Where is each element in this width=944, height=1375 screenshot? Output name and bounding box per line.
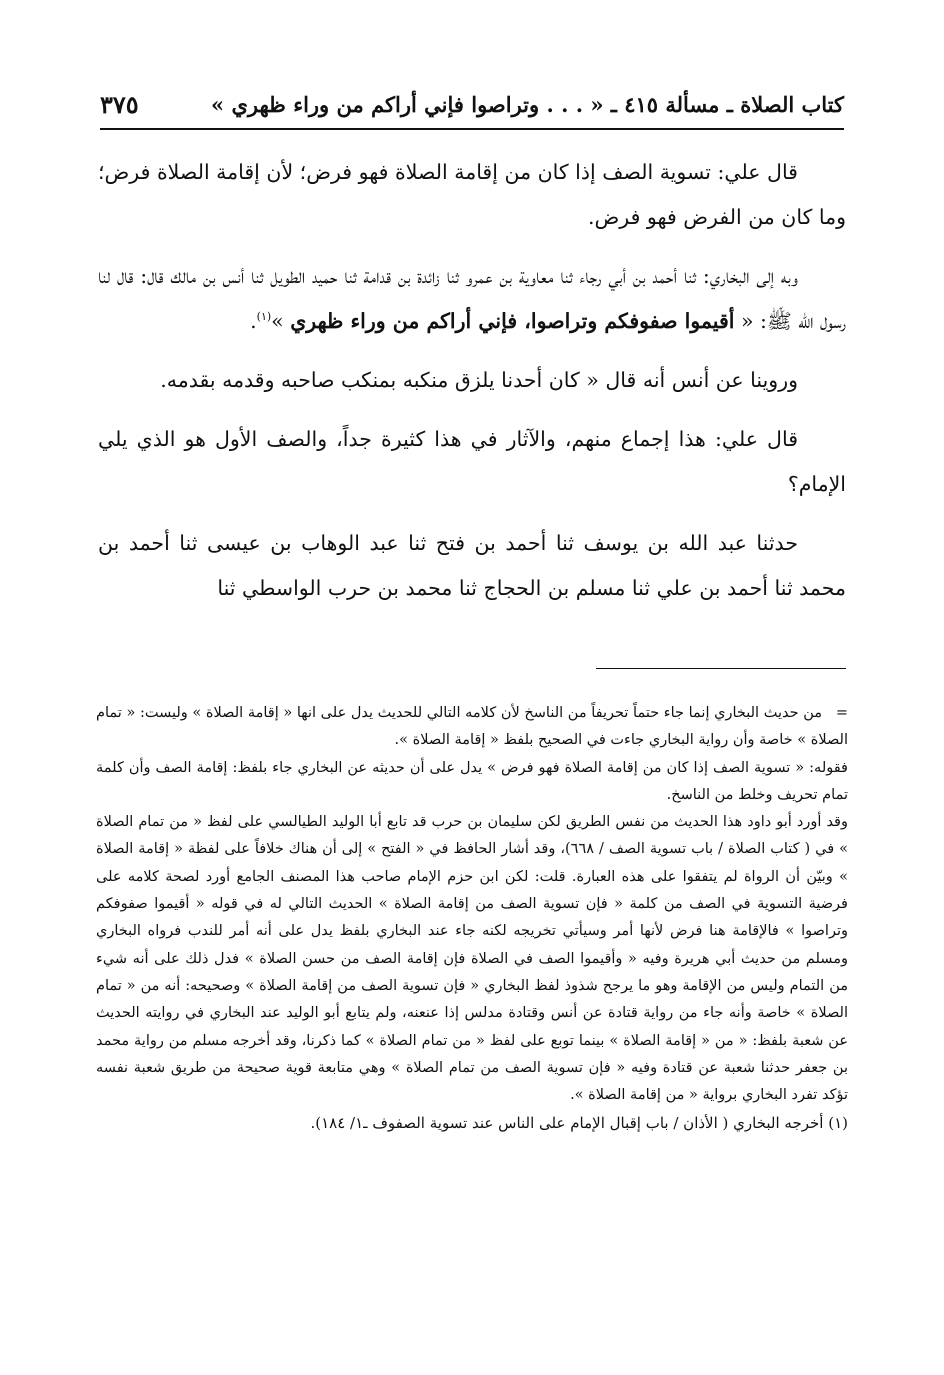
footnote-continuation-para-3: وقد أورد أبو داود هذا الحديث من نفس الطريق لكن سليمان بن حرب قد تابع أبا الوليد الطيالسي على لفظ « من تمام الصلاة » في ( كتاب الصلاة / باب تسوية الصف / ٦٦٨)، وقد أشار الحافظ في « الفتح » إلى أن هناك خلافاً على لفظة « إقامة الصلاة » وبيّن أن الرواة لم يتفقوا على هذه العبارة. قلت: لكن ابن حزم الإمام صاحب هذا المصنف الجامع أورد لصحة كلامه على فرضية التسوية في الصف من كلمة « فإن تسوية الصف من إقامة الصلاة » الحديث التالي له في قوله « أقيموا صفوفكم وتراصوا » فالإقامة هنا فرض لأنها أمر وسيأتي تخريجه لكنه جاء عند البخاري بلفظ يدل على أنه أمر للندب فرواه البخاري ومسلم من حديث أبي هريرة وفيه « وأقيموا الصف في الصلاة فإن إقامة الصف من حسن الصلاة » فدل ذلك على أنه شيء من التمام وليس من الإقامة وهو ما يرجح شذوذ لفظ البخاري « فإن تسوية الصف من إقامة الصلاة » وصحيحه: أنه من « تمام الصلاة » خاصة وأنه جاء من رواية قتادة عن أنس وقتادة مدلس إذا عنعنه، ولم يتابع أبو الوليد عند البخاري في روايته الحديث عن شعبة بلفظ: « من « إقامة الصلاة » بينما توبع على لفظ « من تمام الصلاة » كما ذكرنا، وقد أخرجه مسلم من رواية محمد بن جعفر حدثنا شعبة عن قتادة وفيه « فإن تسوية الصف من تمام الصلاة » وهي متابعة قوية صحيحة من طريق شعبة نفسه تؤكد تفرد البخاري برواية « من إقامة الصلاة ». bbox=[96, 814, 848, 1104]
hadith-close-quote: » bbox=[271, 309, 284, 333]
paragraph-4: قال علي: هذا إجماع منهم، والآثار في هذا كثيرة جداً، والصف الأول هو الذي يلي الإمام؟ bbox=[98, 427, 846, 496]
hadith-chain: وبه إلى البخاري: ثنا أحمد بن أبي رجاء ثنا معاوية بن عمرو ثنا زائدة بن قدامة ثنا حميد الطويل ثنا أنس بن مالك قال: قال لنا رسول الله ﷺ: « bbox=[98, 264, 846, 333]
hadith-period: . bbox=[250, 309, 257, 333]
footnotes bbox=[96, 700, 848, 1138]
paragraph-3: وروينا عن أنس أنه قال « كان أحدنا يلزق منكبه بمنكب صاحبه وقدمه بقدمه. bbox=[160, 368, 798, 392]
footnote-1: (١) أخرجه البخاري ( الأذان / باب إقبال الإمام على الناس عند تسوية الصفوف ـ١/ ١٨٤). bbox=[310, 1114, 848, 1133]
footnote-separator bbox=[596, 668, 846, 669]
header-title: كتاب الصلاة ـ مسألة ٤١٥ ـ « . . . وتراصوا فإني أراكم من وراء ظهري » bbox=[211, 91, 844, 117]
footnote-continuation-text-1: من حديث البخاري إنما جاء حتماً تحريفاً من الناسخ لأن كلامه التالي للحديث يدل على انها « إقامة الصلاة » وليست: « تمام الصلاة » خاصة وأن رواية البخاري جاءت في الصحيح بلفظ « إقامة الصلاة ». bbox=[96, 705, 848, 749]
running-header bbox=[100, 80, 844, 130]
main-text bbox=[98, 150, 846, 625]
footnote-ref-1[interactable]: (١) bbox=[256, 310, 272, 324]
continuation-mark: = bbox=[835, 705, 848, 721]
paragraph-1: قال علي: تسوية الصف إذا كان من إقامة الصلاة فهو فرض؛ لأن إقامة الصلاة فرض؛ وما كان من الفرض فهو فرض. bbox=[98, 160, 846, 229]
footnote-continuation-para-2: فقوله: « تسوية الصف إذا كان من إقامة الصلاة فهو فرض » يدل على أن حديثه عن البخاري جاء بلفظ: إقامة الصف وأن كلمة تمام تحريف وخلط من الناسخ. bbox=[96, 759, 848, 803]
paragraph-5: حدثنا عبد الله بن يوسف ثنا أحمد بن فتح ثنا عبد الوهاب بن عيسى ثنا أحمد بن محمد ثنا أحمد بن علي ثنا مسلم بن الحجاج ثنا محمد بن حرب الواسطي ثنا bbox=[98, 531, 846, 600]
hadith-text: أقيموا صفوفكم وتراصوا، فإني أراكم من وراء ظهري bbox=[290, 309, 735, 333]
footnote-continuation-para-1 bbox=[96, 700, 848, 755]
page-number: ٣٧٥ bbox=[100, 89, 139, 119]
paragraph-2 bbox=[98, 254, 846, 344]
